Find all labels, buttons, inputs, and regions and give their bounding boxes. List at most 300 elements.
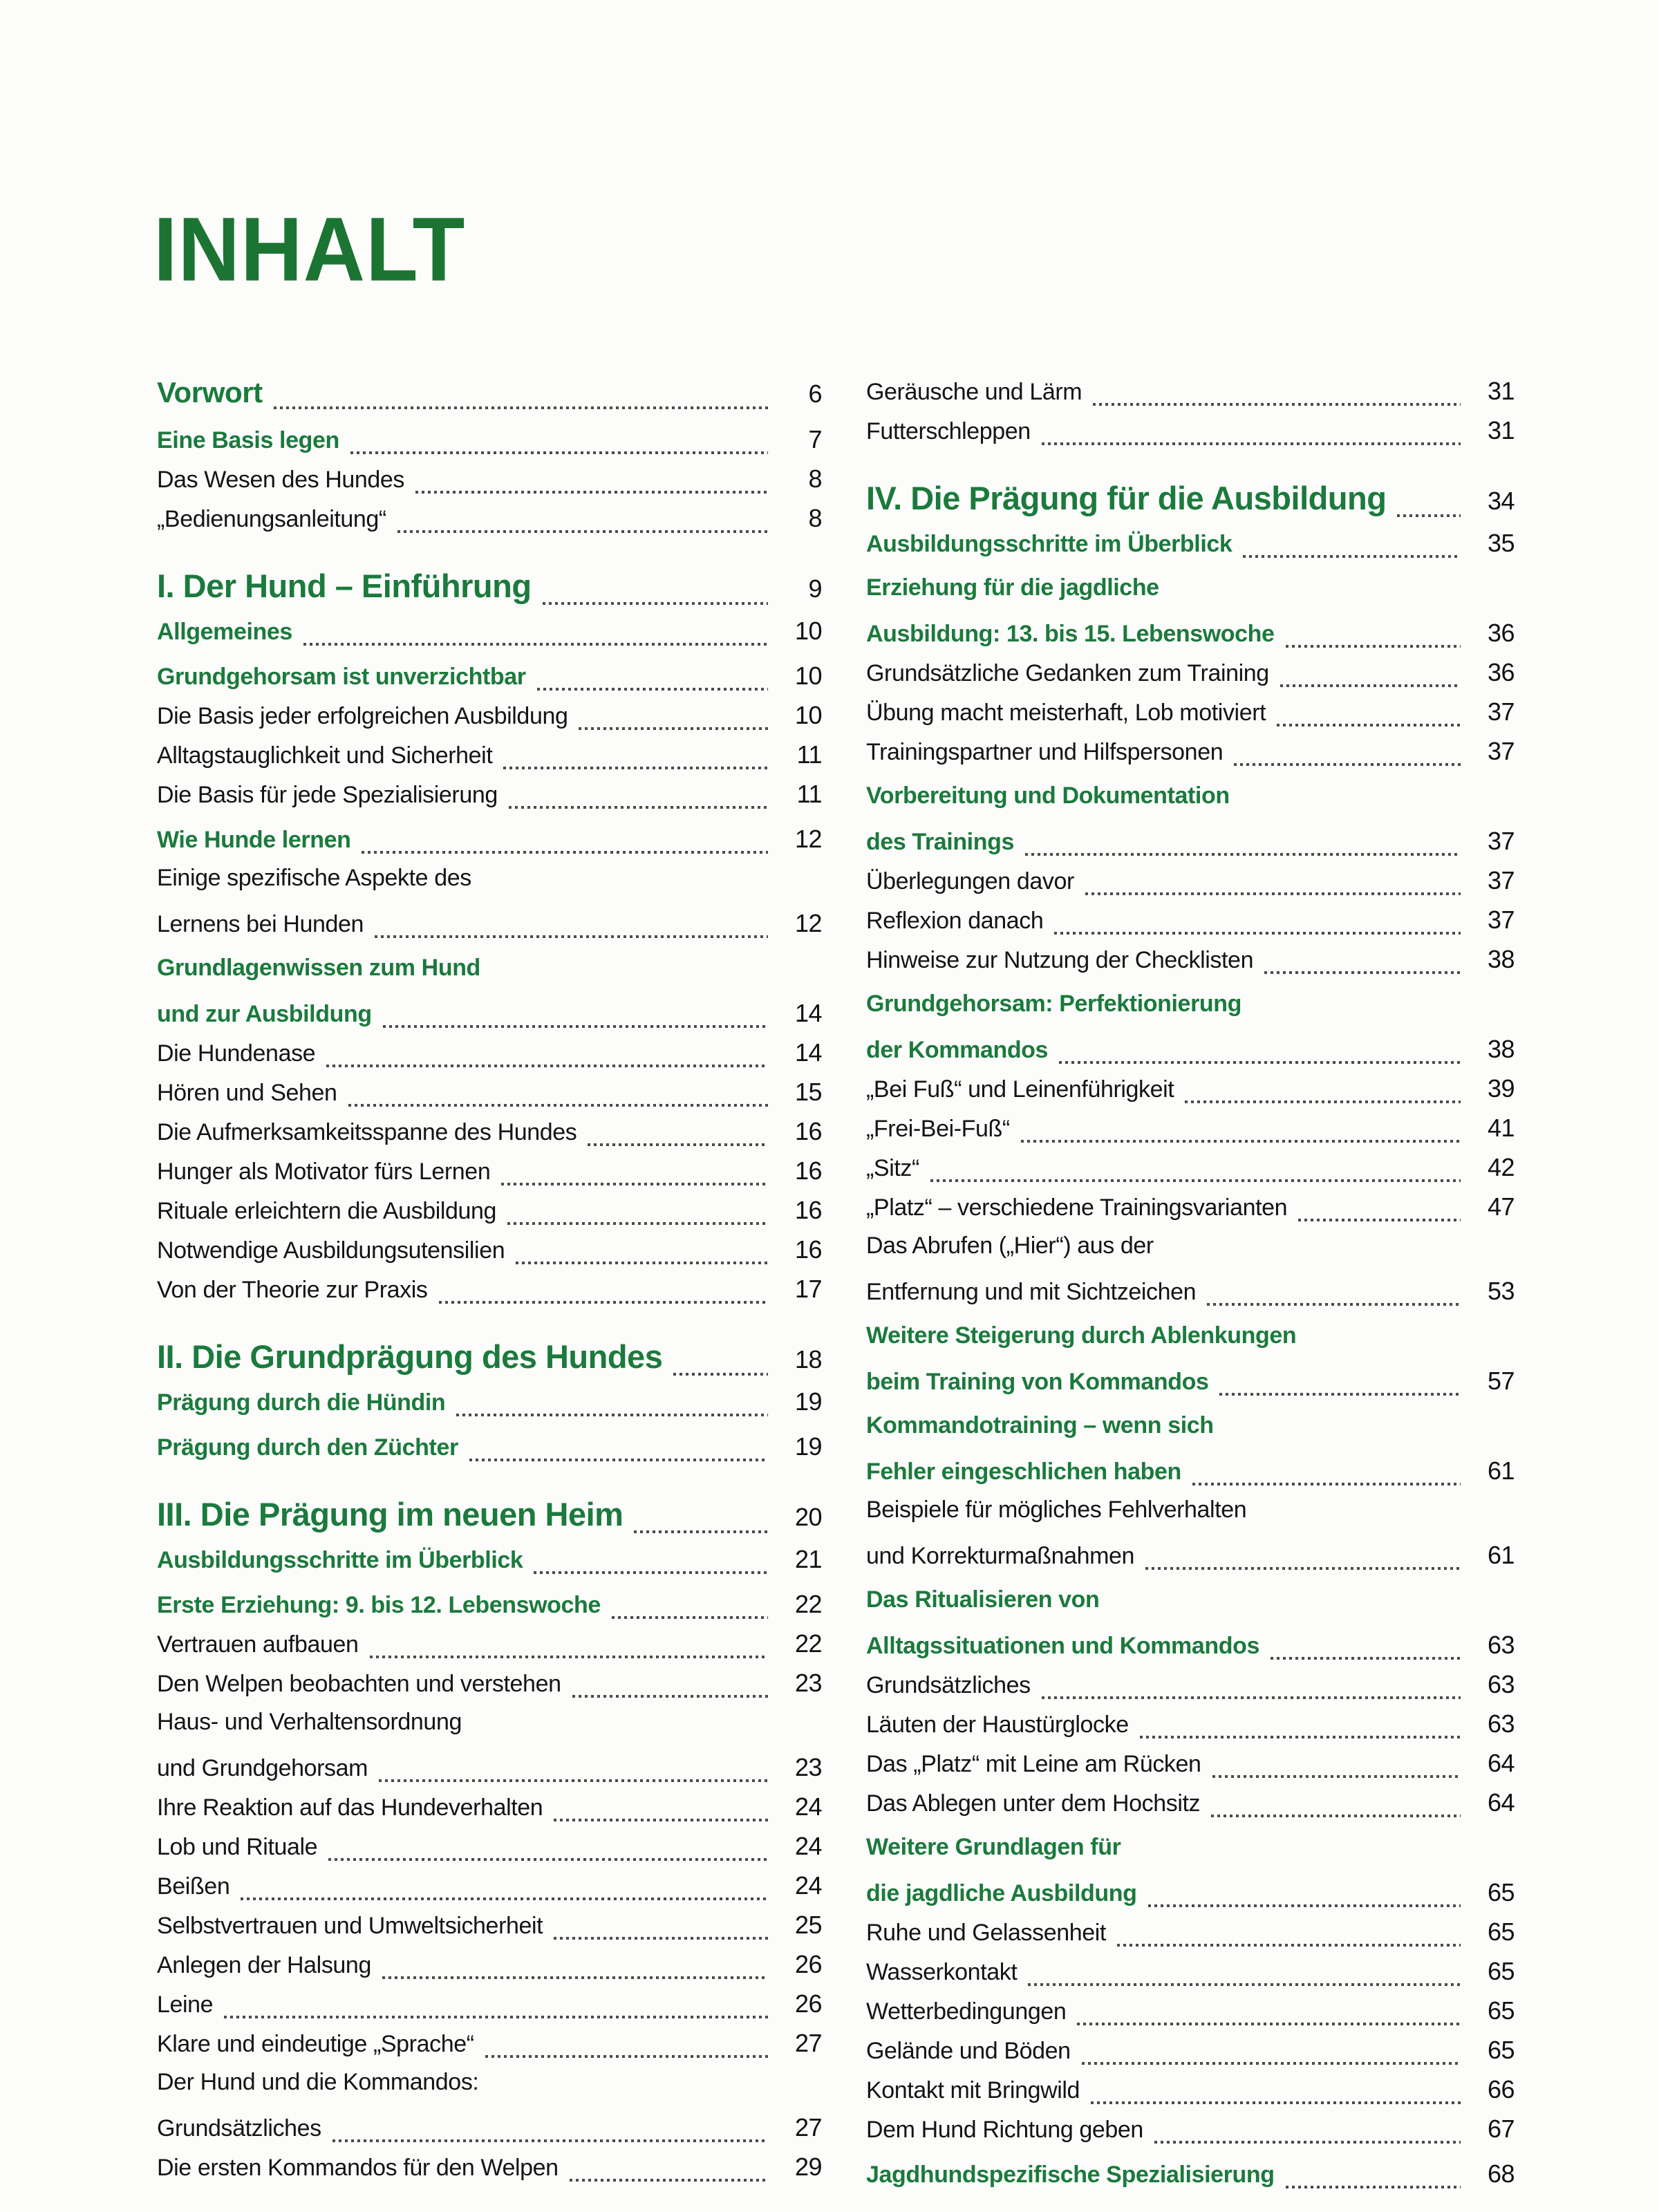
dotted-leader xyxy=(1077,1991,1461,2031)
toc-entry xyxy=(866,1227,1515,1265)
toc-entry xyxy=(157,1230,822,1270)
toc-entry-label: Wasserkontakt xyxy=(866,1959,1018,1985)
toc-entry-page: 29 xyxy=(794,2153,822,2181)
toc-entry xyxy=(866,940,1515,980)
toc-entry-label: Alltagssituationen und Kommandos xyxy=(866,1633,1260,1659)
toc-entry xyxy=(157,1073,822,1112)
toc-entry-page: 31 xyxy=(1487,416,1515,444)
toc-entry xyxy=(866,2155,1515,2194)
toc-entry-page: 6 xyxy=(808,379,822,408)
toc-entry xyxy=(157,994,822,1033)
toc-entry-label: Grundsätzliches xyxy=(866,1672,1031,1698)
toc-entry xyxy=(157,735,822,775)
toc-entry xyxy=(866,901,1515,940)
toc-entry-label: die jagdliche Ausbildung xyxy=(866,1880,1137,1906)
dotted-leader xyxy=(1154,2110,1461,2149)
toc-entry xyxy=(157,1382,822,1422)
toc-entry-page: 37 xyxy=(1487,827,1515,855)
toc-entry-label: der Kommandos xyxy=(866,1037,1049,1063)
toc-entry xyxy=(157,460,822,499)
toc-entry-page: 65 xyxy=(1487,1878,1515,1906)
toc-entry-label: beim Training von Kommandos xyxy=(866,1369,1209,1395)
toc-entry xyxy=(866,777,1515,815)
toc-entry-label: Vertrauen aufbauen xyxy=(157,1631,359,1658)
toc-entry-label: Einige spezifische Aspekte des xyxy=(157,865,471,891)
toc-entry-page: 19 xyxy=(794,1432,822,1461)
toc-entry-label: Jagdhundspezifische Spezialisierung xyxy=(866,2162,1275,2188)
dotted-leader xyxy=(612,1585,768,1624)
toc-entry xyxy=(157,1827,822,1866)
toc-entry-page: 68 xyxy=(1487,2159,1515,2188)
toc-entry xyxy=(866,1069,1515,1109)
dotted-leader xyxy=(554,1906,768,1945)
toc-entry-page: 16 xyxy=(794,1156,822,1185)
toc-entry xyxy=(866,861,1515,901)
dotted-leader xyxy=(930,1148,1461,1188)
toc-entry-page: 18 xyxy=(794,1345,822,1374)
toc-entry xyxy=(157,1703,822,1741)
dotted-leader xyxy=(1271,1626,1461,1665)
toc-entry-label: Ihre Reaktion auf das Hundeverhalten xyxy=(157,1794,543,1821)
toc-entry-label: Leine xyxy=(157,1991,214,2018)
toc-entry-label: Die Aufmerksamkeitsspanne des Hundes xyxy=(157,1119,577,1145)
dotted-leader xyxy=(1219,1362,1461,1401)
dotted-leader xyxy=(1082,2031,1461,2070)
toc-entry-page: 7 xyxy=(808,425,822,453)
toc-entry-page: 38 xyxy=(1487,945,1515,973)
toc-entry xyxy=(157,2024,822,2063)
toc-entry xyxy=(866,1744,1515,1783)
dotted-leader xyxy=(332,2108,768,2148)
toc-entry xyxy=(157,1788,822,1827)
toc-entry-page: 66 xyxy=(1487,2075,1515,2103)
toc-entry-label: Ausbildung: 13. bis 15. Lebenswoche xyxy=(866,621,1275,647)
toc-entry xyxy=(866,372,1515,411)
dotted-leader xyxy=(509,775,768,814)
toc-entry-label: Hören und Sehen xyxy=(157,1080,337,1106)
dotted-leader xyxy=(1212,1744,1461,1783)
toc-entry-label: Beißen xyxy=(157,1873,230,1900)
dotted-leader xyxy=(362,820,768,859)
dotted-leader xyxy=(673,1335,768,1381)
toc-entry-page: 16 xyxy=(794,1235,822,1264)
toc-entry xyxy=(866,1581,1515,1619)
toc-entry xyxy=(866,1783,1515,1823)
dotted-leader xyxy=(1207,1272,1461,1311)
toc-entry xyxy=(157,949,822,987)
toc-entry-page: 65 xyxy=(1487,1918,1515,1946)
toc-entry-page: 31 xyxy=(1487,377,1515,405)
toc-entry xyxy=(866,1317,1515,1355)
toc-entry xyxy=(157,372,822,415)
toc-entry xyxy=(866,1665,1515,1705)
dotted-leader xyxy=(1397,477,1461,523)
toc-entry xyxy=(157,1152,822,1191)
toc-entry-label: Das Abrufen („Hier“) aus der xyxy=(866,1232,1154,1259)
dotted-leader xyxy=(1264,940,1461,980)
dotted-leader xyxy=(485,2024,768,2063)
toc-entry-label: Grundsätzliche Gedanken zum Training xyxy=(866,660,1269,686)
page-title: INHALT xyxy=(153,199,466,301)
toc-entry-page: 14 xyxy=(794,999,822,1027)
toc-entry-label: Wie Hunde lernen xyxy=(157,827,351,853)
toc-entry xyxy=(157,1540,822,1580)
dotted-leader xyxy=(534,1540,768,1580)
toc-entry-label: Weitere Grundlagen für xyxy=(866,1834,1121,1860)
toc-entry xyxy=(866,524,1515,563)
toc-entry-label: Erste Erziehung: 9. bis 12. Lebenswoche xyxy=(157,1592,601,1618)
toc-entry-label: IV. Die Prägung für die Ausbildung xyxy=(866,480,1387,516)
dotted-leader xyxy=(241,1866,768,1906)
toc-entry-page: 10 xyxy=(794,617,822,645)
toc-entry xyxy=(157,1585,822,1624)
toc-entry xyxy=(157,1112,822,1152)
dotted-leader xyxy=(1211,1783,1461,1823)
toc-entry-label: Weitere Steigerung durch Ablenkungen xyxy=(866,1322,1297,1349)
toc-entry xyxy=(866,1952,1515,1991)
toc-entry-label: Der Hund und die Kommandos: xyxy=(157,2069,479,2095)
toc-entry-label: Das „Platz“ mit Leine am Rücken xyxy=(866,1751,1201,1777)
toc-entry-label: Übung macht meisterhaft, Lob motiviert xyxy=(866,700,1266,726)
toc-entry-page: 22 xyxy=(794,1590,822,1618)
toc-entry-label: Notwendige Ausbildungsutensilien xyxy=(157,1237,505,1264)
toc-entry-page: 22 xyxy=(794,1629,822,1658)
toc-entry-label: Anlegen der Halsung xyxy=(157,1952,371,1978)
toc-entry-page: 37 xyxy=(1487,866,1515,894)
toc-entry-page: 23 xyxy=(794,1753,822,1781)
toc-entry-page: 27 xyxy=(794,2029,822,2057)
toc-entry xyxy=(157,1985,822,2024)
toc-entry-page: 26 xyxy=(794,1950,822,1978)
toc-entry-label: Ausbildungsschritte im Überblick xyxy=(866,531,1232,557)
toc-entry xyxy=(866,1188,1515,1227)
dotted-leader xyxy=(1148,1873,1461,1913)
toc-entry-page: 11 xyxy=(796,740,822,769)
dotted-leader xyxy=(554,1788,768,1827)
toc-entry-page: 41 xyxy=(1487,1114,1515,1142)
toc-entry-label: „Bei Fuß“ und Leinenführigkeit xyxy=(866,1076,1174,1103)
dotted-leader xyxy=(375,904,768,944)
toc-entry xyxy=(157,1945,822,1985)
toc-entry xyxy=(157,2063,822,2101)
toc-entry xyxy=(866,822,1515,861)
dotted-leader xyxy=(382,1945,768,1985)
toc-entry-page: 63 xyxy=(1487,1709,1515,1738)
dotted-leader xyxy=(383,994,768,1033)
toc-entry xyxy=(157,1033,822,1073)
toc-entry-page: 10 xyxy=(794,662,822,690)
toc-entry xyxy=(866,985,1515,1023)
dotted-leader xyxy=(1286,614,1461,653)
toc-entry xyxy=(866,1913,1515,1952)
toc-entry-label: Trainingspartner und Hilfspersonen xyxy=(866,739,1224,765)
toc-entry xyxy=(866,653,1515,693)
dotted-leader xyxy=(1054,901,1461,940)
toc-entry-label: Den Welpen beobachten und verstehen xyxy=(157,1671,561,1697)
dotted-leader xyxy=(634,1493,768,1539)
toc-entry-page: 24 xyxy=(794,1871,822,1900)
toc-entry xyxy=(866,569,1515,607)
toc-entry-label: Die ersten Kommandos für den Welpen xyxy=(157,2155,559,2181)
toc-entry-page: 21 xyxy=(794,1545,822,1573)
toc-entry-label: Vorbereitung und Dokumentation xyxy=(866,782,1230,809)
toc-entry-page: 36 xyxy=(1487,658,1515,686)
toc-entry-page: 34 xyxy=(1487,487,1515,515)
toc-entry-page: 9 xyxy=(808,574,822,603)
toc-entry-label: Vorwort xyxy=(157,376,263,409)
toc-entry xyxy=(157,775,822,814)
toc-entry-page: 61 xyxy=(1487,1541,1515,1569)
toc-entry-label: Lob und Rituale xyxy=(157,1834,318,1860)
toc-entry-page: 23 xyxy=(794,1669,822,1697)
toc-entry-label: Ruhe und Gelassenheit xyxy=(866,1920,1106,1946)
toc-entry-page: 20 xyxy=(794,1503,822,1531)
toc-entry-page: 36 xyxy=(1487,619,1515,647)
toc-entry-page: 25 xyxy=(794,1911,822,1939)
toc-entry xyxy=(157,1906,822,1945)
toc-entry xyxy=(866,1626,1515,1665)
toc-entry xyxy=(157,820,822,859)
toc-entry-page: 16 xyxy=(794,1196,822,1224)
toc-entry xyxy=(157,499,822,538)
dotted-leader xyxy=(1028,1952,1461,1991)
toc-entry-label: I. Der Hund – Einführung xyxy=(157,568,532,604)
toc-entry-label: Dem Hund Richtung geben xyxy=(866,2117,1143,2143)
toc-entry-label: Prägung durch den Züchter xyxy=(157,1434,458,1461)
toc-entry xyxy=(866,411,1515,451)
toc-entry xyxy=(866,2031,1515,2070)
toc-entry-page: 10 xyxy=(794,701,822,729)
toc-entry-label: Haus- und Verhaltensordnung xyxy=(157,1709,462,1735)
toc-entry-page: 16 xyxy=(794,1117,822,1145)
toc-entry xyxy=(866,1991,1515,2031)
dotted-leader xyxy=(1185,1069,1461,1109)
toc-entry-page: 11 xyxy=(796,780,822,808)
toc-entry xyxy=(866,1536,1515,1575)
toc-entry xyxy=(866,477,1515,523)
dotted-leader xyxy=(588,1112,768,1152)
toc-entry-page: 12 xyxy=(794,825,822,853)
toc-entry-label: Das Wesen des Hundes xyxy=(157,467,405,493)
toc-entry-label: Eine Basis legen xyxy=(157,427,339,453)
toc-entry xyxy=(866,693,1515,732)
toc-entry xyxy=(157,859,822,897)
toc-entry-page: 26 xyxy=(794,1989,822,2018)
dotted-leader xyxy=(1093,372,1461,411)
toc-entry-label: „Sitz“ xyxy=(866,1155,919,1181)
toc-entry-label: Ausbildungsschritte im Überblick xyxy=(157,1547,523,1573)
dotted-leader xyxy=(326,1033,768,1073)
dotted-leader xyxy=(1042,411,1461,451)
dotted-leader xyxy=(439,1270,768,1309)
toc-entry-label: Entfernung und mit Sichtzeichen xyxy=(866,1279,1197,1305)
dotted-leader xyxy=(397,499,768,538)
toc-entry-label: Hinweise zur Nutzung der Checklisten xyxy=(866,947,1254,973)
toc-entry xyxy=(866,1362,1515,1401)
toc-entry-label: Beispiele für mögliches Fehlverhalten xyxy=(866,1497,1247,1523)
dotted-leader xyxy=(1091,2070,1461,2110)
dotted-leader xyxy=(543,565,768,610)
toc-entry xyxy=(866,614,1515,653)
toc-entry xyxy=(157,2148,822,2187)
toc-entry xyxy=(157,1427,822,1467)
dotted-leader xyxy=(503,735,768,775)
toc-entry-page: 65 xyxy=(1487,2036,1515,2064)
toc-entry xyxy=(157,904,822,944)
toc-entry xyxy=(866,1148,1515,1188)
dotted-leader xyxy=(579,696,768,735)
dotted-leader xyxy=(1117,1913,1461,1952)
dotted-leader xyxy=(501,1152,768,1191)
toc-entry-label: Allgemeines xyxy=(157,619,292,645)
dotted-leader xyxy=(1243,524,1461,563)
toc-entry-label: Lernens bei Hunden xyxy=(157,911,364,937)
toc-entry xyxy=(157,1493,822,1539)
toc-column-left xyxy=(157,372,822,2187)
dotted-leader xyxy=(328,1827,768,1866)
dotted-leader xyxy=(350,420,768,460)
toc-entry-page: 47 xyxy=(1487,1192,1515,1221)
toc-entry-label: Erziehung für die jagdliche xyxy=(866,574,1159,601)
toc-entry xyxy=(866,1828,1515,1866)
dotted-leader xyxy=(303,612,768,651)
dotted-leader xyxy=(1140,1705,1461,1744)
toc-entry xyxy=(866,1272,1515,1311)
toc-entry-label: II. Die Grundprägung des Hundes xyxy=(157,1338,663,1375)
toc-entry-label: Kontakt mit Bringwild xyxy=(866,2077,1080,2103)
toc-entry-page: 65 xyxy=(1487,1957,1515,1985)
toc-entry-page: 63 xyxy=(1487,1631,1515,1659)
toc-entry-label: Fehler eingeschlichen haben xyxy=(866,1459,1181,1485)
toc-entry-label: und Korrekturmaßnahmen xyxy=(866,1543,1135,1569)
toc-entry-page: 17 xyxy=(794,1275,822,1303)
toc-entry-label: Die Basis jeder erfolgreichen Ausbildung xyxy=(157,703,568,729)
toc-entry xyxy=(157,1335,822,1381)
toc-entry-page: 64 xyxy=(1487,1788,1515,1817)
toc-entry-page: 14 xyxy=(794,1038,822,1067)
toc-entry-label: Grundsätzliches xyxy=(157,2115,321,2141)
toc-entry-page: 37 xyxy=(1487,737,1515,765)
toc-entry-label: Rituale erleichtern die Ausbildung xyxy=(157,1198,497,1224)
toc-entry-label: Futterschleppen xyxy=(866,418,1031,444)
toc-entry-label: III. Die Prägung im neuen Heim xyxy=(157,1496,624,1533)
dotted-leader xyxy=(1042,1665,1461,1705)
toc-entry xyxy=(866,1030,1515,1069)
toc-entry-label: Das Ritualisieren von xyxy=(866,1586,1100,1613)
toc-entry-page: 19 xyxy=(794,1387,822,1416)
dotted-leader xyxy=(274,372,768,415)
toc-entry xyxy=(157,1624,822,1664)
toc-entry-page: 63 xyxy=(1487,1670,1515,1698)
toc-entry-label: Grundgehorsam ist unverzichtbar xyxy=(157,664,526,690)
toc-entry-page: 39 xyxy=(1487,1074,1515,1103)
toc-entry-label: Grundlagenwissen zum Hund xyxy=(157,955,480,981)
toc-entry-label: des Trainings xyxy=(866,829,1014,855)
toc-entry-label: Hunger als Motivator fürs Lernen xyxy=(157,1159,491,1185)
toc-entry xyxy=(157,565,822,610)
toc-entry-page: 67 xyxy=(1487,2115,1515,2143)
toc-entry-label: Von der Theorie zur Praxis xyxy=(157,1277,428,1303)
toc-entry-label: Reflexion danach xyxy=(866,908,1044,934)
toc-entry-page: 64 xyxy=(1487,1749,1515,1777)
dotted-leader xyxy=(456,1382,768,1422)
toc-entry-label: Grundgehorsam: Perfektionierung xyxy=(866,991,1242,1017)
toc-entry xyxy=(866,1705,1515,1744)
dotted-leader xyxy=(224,1985,768,2024)
toc-entry-label: „Bedienungsanleitung“ xyxy=(157,506,386,532)
toc-entry-label: „Platz“ – verschiedene Trainingsvarianten xyxy=(866,1194,1288,1221)
toc-entry xyxy=(157,1866,822,1906)
dotted-leader xyxy=(507,1191,768,1230)
toc-entry-label: „Frei-Bei-Fuß“ xyxy=(866,1116,1010,1142)
toc-entry xyxy=(157,1191,822,1230)
toc-entry-label: Kommandotraining – wenn sich xyxy=(866,1412,1214,1438)
dotted-leader xyxy=(1192,1452,1461,1491)
toc-entry-page: 42 xyxy=(1487,1153,1515,1181)
dotted-leader xyxy=(1025,822,1461,861)
dotted-leader xyxy=(415,460,768,499)
toc-entry-label: Das Ablegen unter dem Hochsitz xyxy=(866,1790,1201,1817)
toc-entry-label: Die Basis für jede Spezialisierung xyxy=(157,782,498,808)
toc-entry xyxy=(866,1452,1515,1491)
toc-entry xyxy=(866,1407,1515,1445)
dotted-leader xyxy=(1277,693,1461,732)
toc-entry-page: 57 xyxy=(1487,1367,1515,1395)
toc-entry-page: 8 xyxy=(808,465,822,493)
toc-entry-page: 65 xyxy=(1487,1996,1515,2025)
dotted-leader xyxy=(537,657,768,696)
toc-entry-label: Selbstvertrauen und Umweltsicherheit xyxy=(157,1913,543,1939)
toc-entry-label: und Grundgehorsam xyxy=(157,1755,368,1781)
toc-entry xyxy=(866,1491,1515,1529)
toc-entry xyxy=(157,657,822,696)
dotted-leader xyxy=(1059,1030,1461,1069)
dotted-leader xyxy=(1021,1109,1461,1148)
dotted-leader xyxy=(1280,653,1461,693)
toc-entry-page: 53 xyxy=(1487,1277,1515,1305)
dotted-leader xyxy=(1234,732,1461,771)
toc-entry-page: 8 xyxy=(808,504,822,532)
dotted-leader xyxy=(572,1664,768,1703)
dotted-leader xyxy=(516,1230,768,1270)
toc-entry-label: Läuten der Haustürglocke xyxy=(866,1712,1129,1738)
toc-entry xyxy=(157,1748,822,1788)
dotted-leader xyxy=(1298,1188,1461,1227)
toc-entry xyxy=(157,612,822,651)
toc-entry xyxy=(866,2110,1515,2149)
toc-entry-page: 35 xyxy=(1487,529,1515,557)
toc-column-right xyxy=(866,372,1515,2194)
toc-entry-page: 15 xyxy=(794,1078,822,1106)
toc-entry-label: Geräusche und Lärm xyxy=(866,379,1082,405)
dotted-leader xyxy=(348,1073,768,1112)
toc-entry xyxy=(866,2070,1515,2110)
toc-entry xyxy=(157,696,822,735)
toc-entry-page: 27 xyxy=(794,2113,822,2141)
toc-entry-label: Gelände und Böden xyxy=(866,2038,1071,2064)
toc-entry xyxy=(866,1109,1515,1148)
toc-entry-label: Klare und eindeutige „Sprache“ xyxy=(157,2031,474,2057)
toc-entry-page: 61 xyxy=(1487,1456,1515,1485)
toc-entry-label: Überlegungen davor xyxy=(866,868,1074,894)
toc-entry xyxy=(157,420,822,460)
toc-entry xyxy=(866,732,1515,771)
toc-entry-page: 38 xyxy=(1487,1035,1515,1063)
dotted-leader xyxy=(1286,2155,1461,2194)
dotted-leader xyxy=(1085,861,1461,901)
toc-entry-label: Prägung durch die Hündin xyxy=(157,1389,446,1416)
toc-entry-page: 24 xyxy=(794,1832,822,1860)
